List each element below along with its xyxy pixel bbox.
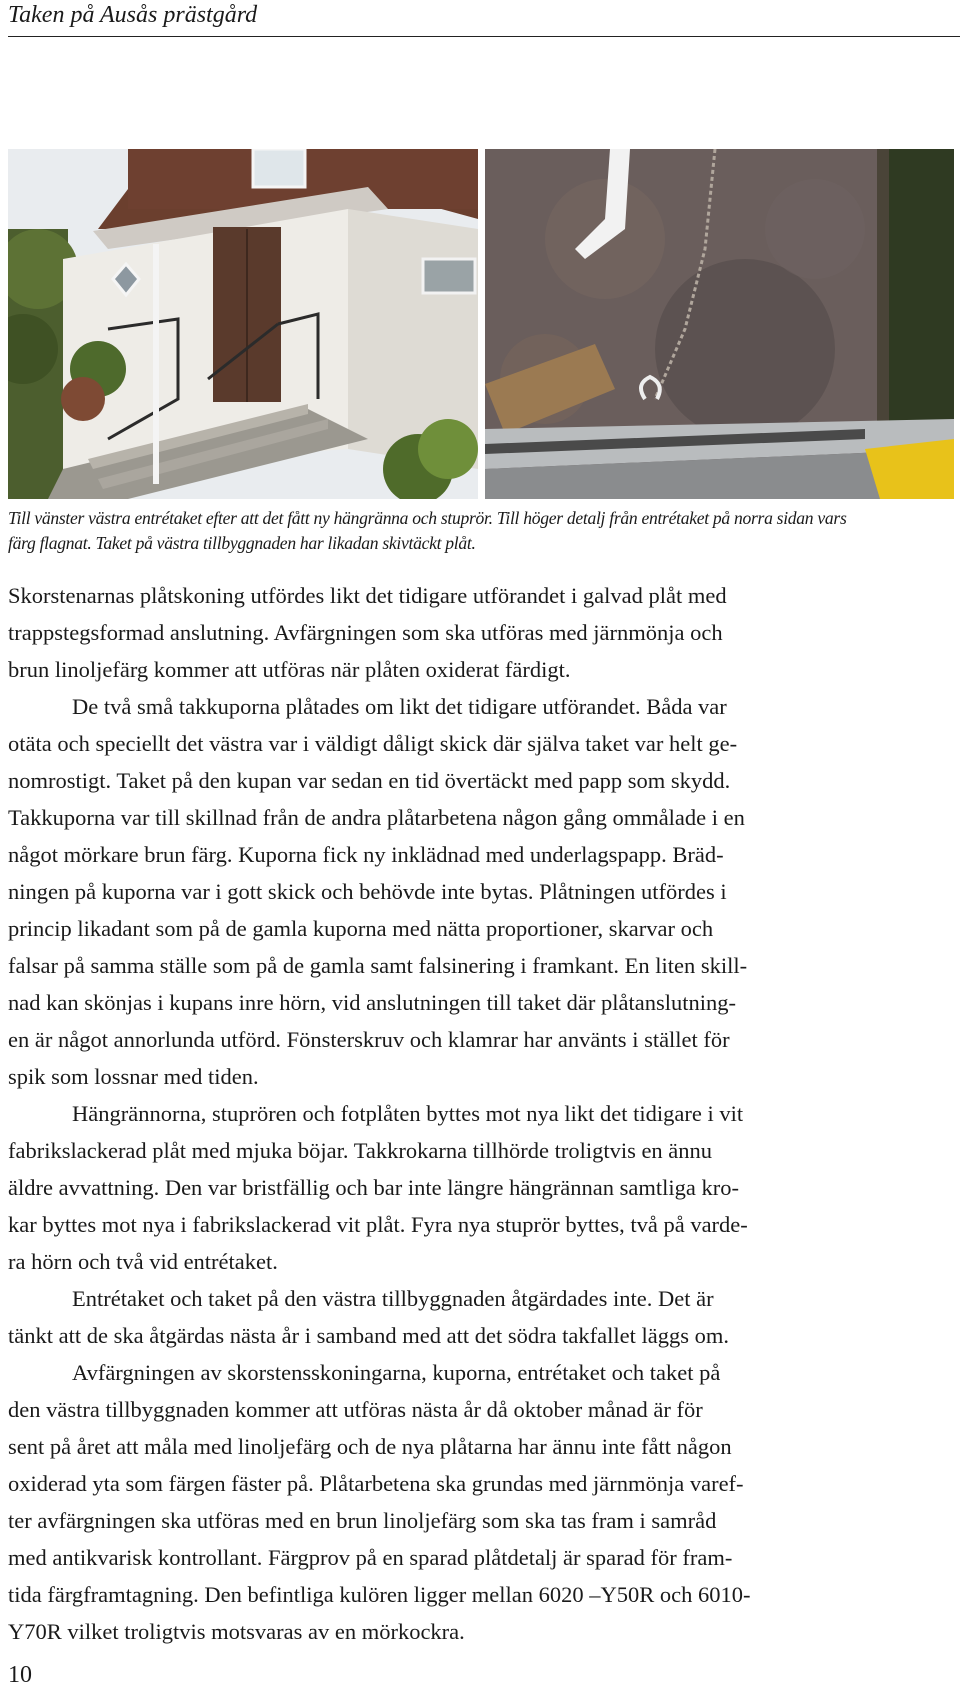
caption-line: färg flagnat. Taket på västra tillbyggnaden har likadan skivtäckt plåt. (8, 533, 476, 553)
text-line: Takkuporna var till skillnad från de andra plåtarbetena någon gång ommålade i en (8, 805, 745, 830)
text-line: den västra tillbyggnaden kommer att utföras nästa år då oktober månad är för (8, 1397, 703, 1422)
page-number: 10 (8, 1662, 32, 1688)
roof-detail-photo (485, 149, 954, 499)
text-line: äldre avvattning. Den var bristfällig och bar inte längre hängrännan samtliga kro- (8, 1175, 739, 1200)
text-line: falsar på samma ställe som på de gamla samt falsinering i framkant. En liten skill- (8, 953, 748, 978)
text-line: fabrikslackerad plåt med mjuka böjar. Takkrokarna tillhörde troligtvis en ännu (8, 1138, 713, 1163)
text-line: otäta och speciellt det västra var i väldigt dåligt skick där själva taket var helt ge- (8, 731, 738, 756)
text-line: De två små takkuporna plåtades om likt det tidigare utförandet. Båda var (72, 694, 727, 719)
text-line: Hängrännorna, stuprören och fotplåten byttes mot nya likt det tidigare i vit (72, 1101, 744, 1126)
text-line: sent på året att måla med linoljefärg och de nya plåtarna har ännu inte fått någon (8, 1434, 732, 1459)
text-line: tänkt att de ska åtgärdas nästa år i samband med att det södra takfallet läggs om. (8, 1323, 730, 1348)
caption-line: Till vänster västra entrétaket efter att det fått ny hängränna och stuprör. Till höger detalj från entrétaket på norra sidan vars (8, 508, 847, 528)
text-line: spik som lossnar med tiden. (8, 1064, 259, 1089)
text-line: Skorstenarnas plåtskoning utfördes likt det tidigare utförandet i galvad plåt med (8, 583, 727, 608)
text-line: ter avfärgningen ska utföras med en brun linoljefärg som ska tas fram i samråd (8, 1508, 717, 1533)
header-title: Taken på Ausås prästgård (8, 2, 258, 28)
text-line: något mörkare brun färg. Kuporna fick ny inklädnad med underlagspapp. Bräd- (8, 842, 724, 867)
text-line: en är något annorlunda utförd. Fönsterskruv och klamrar har använts i stället för (8, 1027, 730, 1052)
body-text (8, 577, 960, 1650)
text-line: nomrostigt. Taket på den kupan var sedan en tid övertäckt med papp som skydd. (8, 768, 731, 793)
text-line: Avfärgningen av skorstensskoningarna, kuporna, entrétaket och taket på (72, 1360, 721, 1385)
text-line: trappstegsformad anslutning. Avfärgningen som ska utföras med järnmönja och (8, 620, 723, 645)
text-line: princip likadant som på de gamla kuporna med nätta proportioner, skarvar och (8, 916, 714, 941)
running-header (8, 0, 960, 37)
text-line: ra hörn och två vid entrétaket. (8, 1249, 278, 1274)
text-line: ningen på kuporna var i gott skick och behövde inte bytas. Plåtningen utfördes i (8, 879, 727, 904)
text-line: med antikvarisk kontrollant. Färgprov på en sparad plåtdetalj är sparad för fram- (8, 1545, 733, 1570)
text-line: nad kan skönjas i kupans inre hörn, vid anslutningen till taket där plåtanslutning- (8, 990, 736, 1015)
text-line: oxiderad yta som färgen fäster på. Plåtarbetena ska grundas med järnmönja varef- (8, 1471, 744, 1496)
text-line: tida färgframtagning. Den befintliga kulören ligger mellan 6020 –Y50R och 6010- (8, 1582, 751, 1607)
text-line: Y70R vilket troligtvis motsvaras av en mörkockra. (8, 1619, 465, 1644)
text-line: kar byttes mot nya i fabrikslackerad vit plåt. Fyra nya stuprör byttes, två på varde- (8, 1212, 748, 1237)
entrance-house-photo (8, 149, 478, 499)
text-line: Entrétaket och taket på den västra tillbyggnaden åtgärdades inte. Det är (72, 1286, 714, 1311)
figure-caption (8, 506, 960, 556)
text-line: brun linoljefärg kommer att utföras när plåten oxiderat färdigt. (8, 657, 571, 682)
